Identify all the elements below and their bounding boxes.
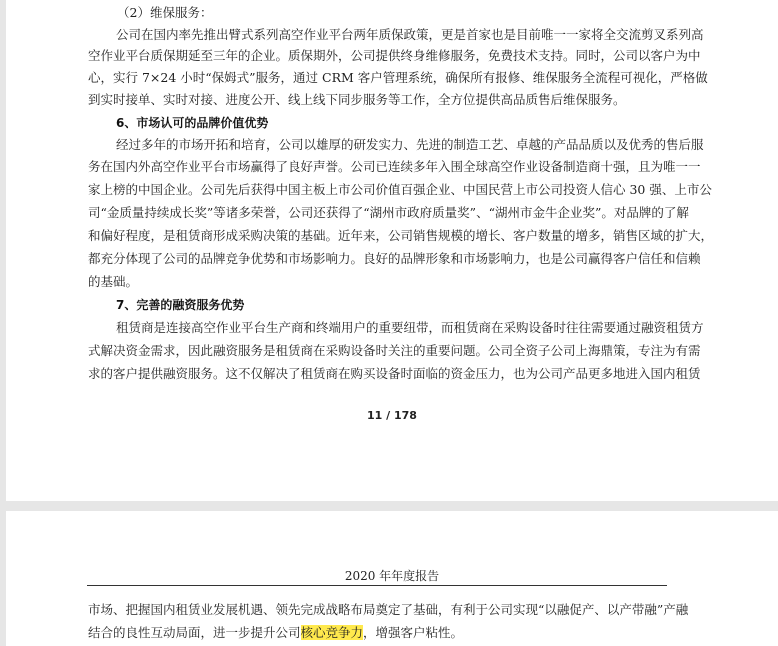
- paragraph-line: 的基础。: [88, 274, 139, 289]
- paragraph-line: 租赁商是连接高空作业平台生产商和终端用户的重要纽带，而租赁商在采购设备时往往需要通过融资租赁方: [116, 320, 704, 335]
- section-heading-brand: 6、市场认可的品牌价值优势: [116, 116, 269, 130]
- paragraph-line: 式解决资金需求，因此融资服务是租赁商在采购设备时关注的重要问题。公司全资子公司上海鼎策，专注为有需: [88, 343, 701, 358]
- paragraph-line: 经过多年的市场开拓和培育，公司以雄厚的研发实力、先进的制造工艺、卓越的产品品质以及优秀的售后服: [116, 137, 704, 152]
- paragraph-line: 心，实行 7×24 小时“保姆式”服务，通过 CRM 客户管理系统，确保所有报修、维保服务全流程可视化，严格做: [88, 70, 708, 85]
- paragraph-line: 家上榜的中国企业。公司先后获得中国主板上市公司价值百强企业、中国民营上市公司投资人信心 30 强、上市公: [88, 182, 712, 197]
- paragraph-line: 到实时接单、实时对接、进度公开、线上线下同步服务等工作，全方位提供高品质售后维保服务。: [88, 92, 626, 107]
- paragraph-line: 都充分体现了公司的品牌竞争优势和市场影响力。良好的品牌形象和市场影响力，也是公司赢得客户信任和信赖: [88, 251, 701, 266]
- document-page-12: [6, 511, 778, 646]
- paragraph-line: 司“金质量持续成长奖”等诸多荣誉，公司还获得了“湖州市政府质量奖”、“湖州市金牛企业奖”。对品牌的了解: [88, 205, 689, 220]
- text-segment: ，增强客户粘性。: [363, 625, 464, 640]
- paragraph-line-with-highlight: [88, 627, 463, 640]
- document-page-11: [6, 0, 778, 501]
- sub-heading-maintenance: （2）维保服务：: [117, 5, 213, 20]
- paragraph-line: 和偏好程度，是租赁商形成采购决策的基础。近年来，公司销售规模的增长、客户数量的增多，销售区域的扩大，: [88, 228, 714, 243]
- paragraph-line: 空作业平台质保期延至三年的企业。质保期外，公司提供终身维修服务，免费技术支持。同时，公司以客户为中: [88, 48, 701, 63]
- text-segment: 结合的良性互动局面，进一步提升公司: [88, 625, 301, 640]
- paragraph-line: 务在国内外高空作业平台市场赢得了良好声誉。公司已连续多年入围全球高空作业设备制造商十强，且为唯一一: [88, 159, 701, 174]
- header-divider: [87, 585, 667, 586]
- page-number: 11 / 178: [367, 409, 417, 422]
- paragraph-line: 求的客户提供融资服务。这不仅解决了租赁商在购买设备时面临的资金压力，也为公司产品更多地进入国内租赁: [88, 366, 701, 381]
- report-header-title: 2020 年年度报告: [344, 569, 440, 583]
- paragraph-line: 市场、把握国内租赁业发展机遇、领先完成战略布局奠定了基础，有利于公司实现“以融促产、以产带融”产融: [88, 602, 689, 617]
- highlighted-text[interactable]: 核心竞争力: [300, 625, 364, 640]
- section-heading-financing: 7、完善的融资服务优势: [116, 298, 245, 312]
- paragraph-line: 公司在国内率先推出臂式系列高空作业平台两年质保政策，更是首家也是目前唯一一家将全交流剪叉系列高: [116, 27, 704, 42]
